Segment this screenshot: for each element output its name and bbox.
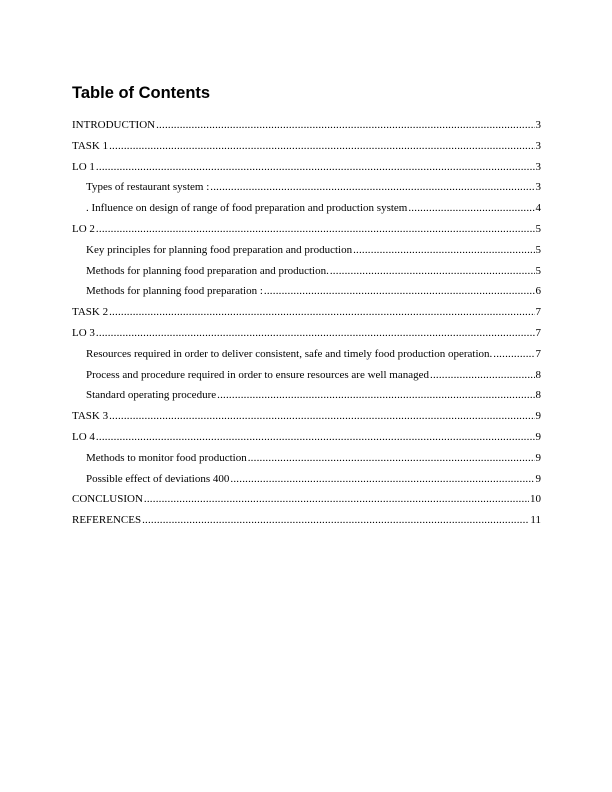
- toc-entry-task-3[interactable]: [72, 406, 541, 427]
- dot-leader: [96, 219, 535, 240]
- dot-leader: [109, 406, 534, 427]
- dot-leader: [109, 136, 534, 157]
- toc-entry-lo-1[interactable]: [72, 157, 541, 178]
- toc-entry-key-principles[interactable]: [72, 240, 541, 261]
- toc-page-number: 6: [535, 285, 541, 298]
- toc-entry-label: LO 4: [72, 430, 95, 443]
- toc-list: [72, 115, 541, 531]
- toc-page-number: 9: [535, 410, 541, 423]
- dot-leader: [217, 385, 534, 406]
- toc-entry-label: Possible effect of deviations 400: [86, 472, 230, 485]
- dot-leader: [430, 365, 535, 386]
- toc-page-number: 9: [535, 451, 541, 464]
- toc-entry-possible-effect-of-deviations[interactable]: [72, 469, 541, 490]
- toc-entry-methods-to-monitor[interactable]: [72, 448, 541, 469]
- toc-entry-label: TASK 3: [72, 410, 109, 423]
- toc-entry-label: Key principles for planning food preparation and production: [86, 243, 353, 256]
- toc-page-number: 5: [535, 243, 541, 256]
- dot-leader: [408, 198, 534, 219]
- toc-entry-label: Methods for planning food preparation and production.: [86, 264, 329, 277]
- toc-page-number: 8: [535, 368, 541, 381]
- toc-entry-label: TASK 1: [72, 139, 109, 152]
- toc-entry-methods-planning-production[interactable]: [72, 261, 541, 282]
- toc-entry-label: REFERENCES: [72, 514, 142, 527]
- toc-entry-label: TASK 2: [72, 306, 109, 319]
- toc-entry-label: LO 1: [72, 160, 95, 173]
- toc-page-number: 3: [535, 119, 541, 131]
- toc-entry-types-of-restaurant-system[interactable]: [72, 177, 541, 198]
- toc-page-number: 11: [530, 514, 541, 527]
- dot-leader: [210, 177, 534, 198]
- toc-entry-label: CONCLUSION: [72, 493, 143, 506]
- toc-entry-label: INTRODUCTION: [72, 119, 156, 131]
- toc-entry-label: Types of restaurant system :: [86, 181, 210, 194]
- toc-entry-label: Standard operating procedure: [86, 389, 217, 402]
- toc-page-number: 3: [535, 139, 541, 152]
- dot-leader: [96, 427, 535, 448]
- toc-entry-process-and-procedure[interactable]: [72, 365, 541, 386]
- dot-leader: [493, 344, 534, 365]
- dot-leader: [330, 261, 535, 282]
- toc-page-number: 4: [535, 202, 541, 215]
- toc-page-number: 7: [535, 326, 541, 339]
- toc-entry-task-1[interactable]: [72, 136, 541, 157]
- toc-entry-label: Methods to monitor food production: [86, 451, 247, 464]
- toc-entry-label: Resources required in order to deliver consistent, safe and timely food production operation.: [86, 347, 493, 360]
- toc-entry-standard-operating-procedure[interactable]: [72, 385, 541, 406]
- toc-page-number: 5: [535, 264, 541, 277]
- toc-entry-conclusion[interactable]: [72, 489, 541, 510]
- dot-leader: [230, 469, 534, 490]
- toc-entry-influence-on-design[interactable]: [72, 198, 541, 219]
- dot-leader: [109, 302, 534, 323]
- toc-entry-lo-4[interactable]: [72, 427, 541, 448]
- toc-page-number: 10: [530, 493, 541, 506]
- toc-page-number: 7: [535, 306, 541, 319]
- dot-leader: [264, 281, 535, 302]
- toc-entry-references[interactable]: [72, 510, 541, 531]
- toc-entry-label: . Influence on design of range of food preparation and production system: [86, 202, 408, 215]
- toc-page-number: 3: [535, 181, 541, 194]
- toc-entry-label: LO 3: [72, 326, 95, 339]
- dot-leader: [353, 240, 534, 261]
- toc-page-number: 9: [535, 472, 541, 485]
- dot-leader: [96, 323, 535, 344]
- toc-page-number: 3: [535, 160, 541, 173]
- toc-entry-label: Process and procedure required in order to ensure resources are well managed: [86, 368, 429, 381]
- toc-entry-lo-2[interactable]: [72, 219, 541, 240]
- toc-entry-methods-planning-preparation[interactable]: [72, 281, 541, 302]
- toc-entry-resources-required[interactable]: [72, 344, 541, 365]
- toc-entry-label: Methods for planning food preparation :: [86, 285, 263, 298]
- toc-page-number: 7: [535, 347, 541, 360]
- dot-leader: [144, 489, 529, 510]
- dot-leader: [248, 448, 535, 469]
- toc-title: Table of Contents: [72, 84, 211, 102]
- toc-entry-introduction[interactable]: [72, 115, 541, 136]
- dot-leader: [156, 115, 534, 136]
- toc-page-number: 8: [535, 389, 541, 402]
- toc-entry-lo-3[interactable]: [72, 323, 541, 344]
- toc-entry-task-2[interactable]: [72, 302, 541, 323]
- dot-leader: [142, 510, 529, 531]
- toc-page-number: 5: [535, 222, 541, 235]
- toc-entry-label: LO 2: [72, 222, 95, 235]
- dot-leader: [96, 157, 535, 178]
- toc-page-number: 9: [535, 430, 541, 443]
